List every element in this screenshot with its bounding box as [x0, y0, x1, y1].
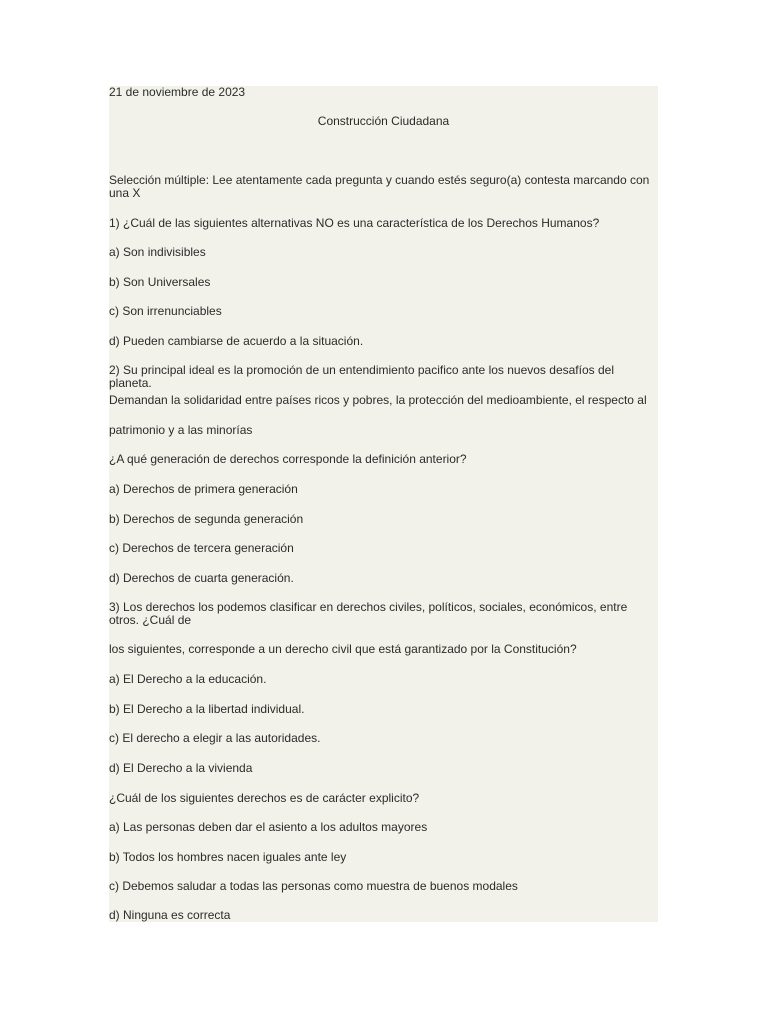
q1-option-a: a) Son indivisibles — [109, 245, 206, 259]
question-1: 1) ¿Cuál de las siguientes alternativas NO es una característica de los Derechos Humanos? — [109, 216, 600, 230]
question-2-line-3: patrimonio y a las minorías — [109, 423, 253, 437]
question-2-line-1: 2) Su principal ideal es la promoción de un entendimiento pacifico ante los nuevos desafíos del planeta. — [109, 363, 614, 390]
document-page — [109, 86, 658, 922]
q3-option-c: c) El derecho a elegir a las autoridades. — [109, 731, 321, 745]
document-date: 21 de noviembre de 2023 — [109, 85, 246, 99]
q3-option-b: b) El Derecho a la libertad individual. — [109, 702, 305, 716]
q2-option-a: a) Derechos de primera generación — [109, 482, 298, 496]
q1-option-c: c) Son irrenunciables — [109, 304, 222, 318]
document-title: Construcción Ciudadana — [317, 114, 450, 128]
q4-option-d: d) Ninguna es correcta — [109, 908, 231, 922]
question-4: ¿Cuál de los siguientes derechos es de carácter explicito? — [109, 791, 420, 805]
question-3-line-2: los siguientes, corresponde a un derecho civil que está garantizado por la Constitución? — [109, 642, 577, 656]
q1-option-b: b) Son Universales — [109, 275, 211, 289]
q3-option-a: a) El Derecho a la educación. — [109, 672, 267, 686]
q1-option-d: d) Pueden cambiarse de acuerdo a la situación. — [109, 334, 364, 348]
q4-option-c: c) Debemos saludar a todas las personas como muestra de buenos modales — [109, 879, 518, 893]
q3-option-d: d) El Derecho a la vivienda — [109, 761, 253, 775]
instructions: Selección múltiple: Lee atentamente cada pregunta y cuando estés seguro(a) contesta marcando con una X — [109, 173, 650, 200]
q2-option-b: b) Derechos de segunda generación — [109, 512, 304, 526]
question-2-line-2: Demandan la solidaridad entre países ricos y pobres, la protección del medioambiente, el respecto al — [109, 393, 647, 407]
question-3-line-1: 3) Los derechos los podemos clasificar en derechos civiles, políticos, sociales, económicos, entre otros. ¿Cuál de — [109, 600, 628, 627]
q4-option-a: a) Las personas deben dar el asiento a los adultos mayores — [109, 820, 428, 834]
q2-option-c: c) Derechos de tercera generación — [109, 541, 294, 555]
q4-option-b: b) Todos los hombres nacen iguales ante ley — [109, 850, 347, 864]
q2-option-d: d) Derechos de cuarta generación. — [109, 571, 294, 585]
question-2: ¿A qué generación de derechos corresponde la definición anterior? — [109, 452, 467, 466]
